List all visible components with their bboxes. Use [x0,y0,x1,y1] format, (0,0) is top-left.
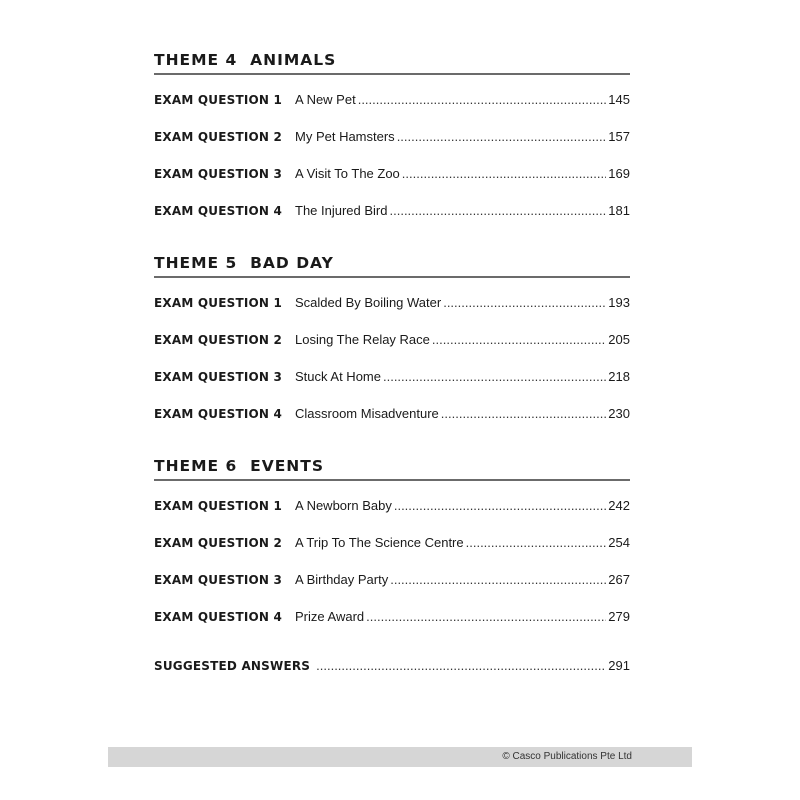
page-number: 218 [608,369,630,384]
question-title: A New Pet [295,92,356,107]
dot-leader [397,122,607,152]
toc-entry[interactable] [154,362,630,399]
dot-leader [390,196,607,226]
page-number: 205 [608,332,630,347]
theme-6-section [154,456,630,639]
page-number: 193 [608,295,630,310]
toc-entry[interactable] [154,528,630,565]
section-divider [154,479,630,481]
toc-entry[interactable] [154,159,630,196]
page-number: 157 [608,129,630,144]
dot-leader [394,491,606,521]
question-label: EXAM QUESTION 4 [154,610,283,624]
question-label: EXAM QUESTION 1 [154,499,283,513]
question-label: EXAM QUESTION 4 [154,407,283,421]
question-title: My Pet Hamsters [295,129,395,144]
dot-leader [441,399,607,429]
theme-heading: THEME 4 ANIMALS [154,51,337,69]
theme-5-section [154,253,630,436]
suggested-answers-label: SUGGESTED ANSWERS [154,659,311,673]
theme-heading: THEME 6 EVENTS [154,457,324,475]
toc-entry[interactable] [154,602,630,639]
toc-entry[interactable] [154,399,630,436]
dot-leader [466,528,607,558]
page-number: 279 [608,609,630,624]
question-title: Classroom Misadventure [295,406,439,421]
section-divider [154,73,630,75]
question-label: EXAM QUESTION 3 [154,167,283,181]
theme-4-section [154,50,630,233]
toc-entry[interactable] [154,196,630,233]
dot-leader [443,288,606,318]
question-title: Losing The Relay Race [295,332,430,347]
toc-entries [154,85,630,233]
theme-heading: THEME 5 BAD DAY [154,254,334,272]
page-number: 181 [608,203,630,218]
page-number: 242 [608,498,630,513]
dot-leader [366,602,606,632]
page-number: 291 [608,658,630,673]
question-title: A Trip To The Science Centre [295,535,464,550]
question-label: EXAM QUESTION 2 [154,536,283,550]
question-title: A Visit To The Zoo [295,166,400,181]
dot-leader [383,362,606,392]
dot-leader [316,656,606,676]
toc-entry[interactable] [154,491,630,528]
question-label: EXAM QUESTION 3 [154,370,283,384]
question-title: Stuck At Home [295,369,381,384]
question-label: EXAM QUESTION 1 [154,296,283,310]
question-title: A Birthday Party [295,572,389,587]
toc-entry[interactable] [154,85,630,122]
dot-leader [402,159,607,189]
page-number: 145 [608,92,630,107]
question-title: The Injured Bird [295,203,388,218]
dot-leader [390,565,606,595]
page-number: 267 [608,572,630,587]
copyright-text: © Casco Publications Pte Ltd [502,751,632,762]
toc-entry[interactable] [154,325,630,362]
question-label: EXAM QUESTION 1 [154,93,283,107]
question-label: EXAM QUESTION 3 [154,573,283,587]
question-title: Scalded By Boiling Water [295,295,442,310]
question-label: EXAM QUESTION 2 [154,130,283,144]
toc-entries [154,491,630,639]
toc-entry[interactable] [154,122,630,159]
dot-leader [358,85,607,115]
question-label: EXAM QUESTION 2 [154,333,283,347]
question-label: EXAM QUESTION 4 [154,204,283,218]
page-number: 169 [608,166,630,181]
page-number: 230 [608,406,630,421]
footer-bar [108,747,692,767]
question-title: A Newborn Baby [295,498,392,513]
suggested-answers-entry[interactable] [154,656,630,676]
toc-entry[interactable] [154,565,630,602]
page-number: 254 [608,535,630,550]
toc-entries [154,288,630,436]
dot-leader [432,325,606,355]
question-title: Prize Award [295,609,365,624]
section-divider [154,276,630,278]
toc-entry[interactable] [154,288,630,325]
